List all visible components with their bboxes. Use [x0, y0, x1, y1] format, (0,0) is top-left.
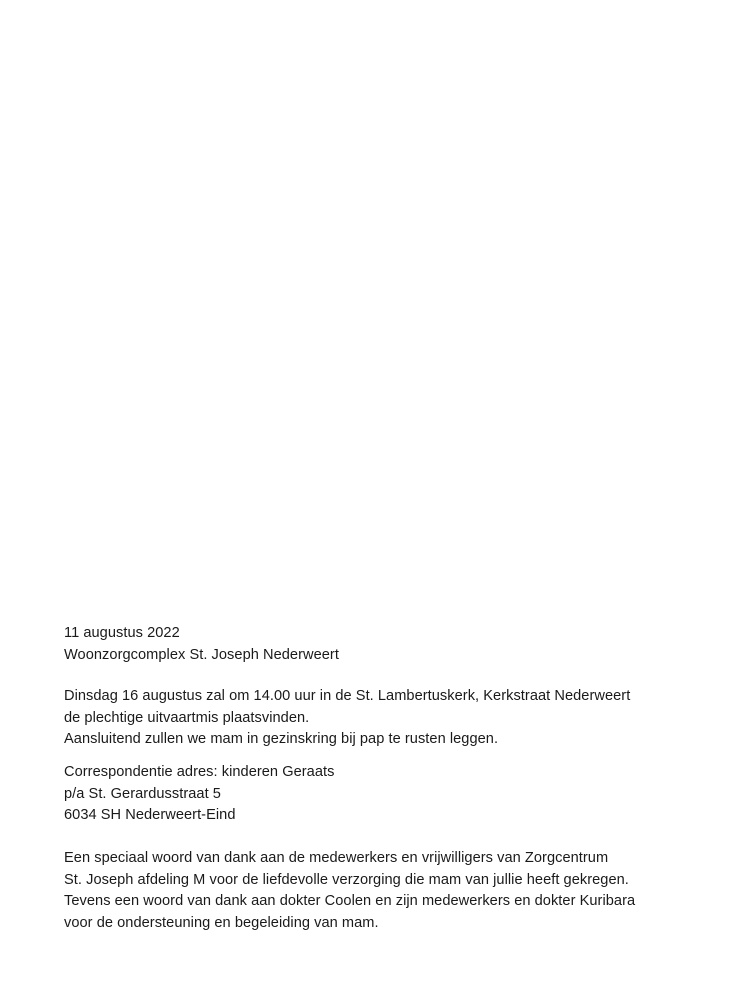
service-line: Dinsdag 16 augustus zal om 14.00 uur in de St. Lambertuskerk, Kerkstraat Nederweert [64, 688, 631, 704]
correspondence-line: 6034 SH Nederweert-Eind [64, 807, 236, 823]
notice-place: Woonzorgcomplex St. Joseph Nederweert [64, 646, 339, 663]
thanks-line: voor de ondersteuning en begeleiding van mam. [64, 914, 379, 931]
correspondence-line: Correspondentie adres: kinderen Geraats [64, 764, 335, 780]
correspondence-address-block [64, 762, 724, 827]
service-line: Aansluitend zullen we mam in gezinskring bij pap te rusten leggen. [64, 731, 499, 747]
thanks-block [64, 848, 724, 934]
thanks-line: Een speciaal woord van dank aan de medewerkers en vrijwilligers van Zorgcentrum [64, 850, 609, 866]
service-line: de plechtige uitvaartmis plaatsvinden. [64, 709, 310, 726]
thanks-line: St. Joseph afdeling M voor de liefdevolle verzorging die mam van jullie heeft gekregen. [64, 871, 629, 888]
thanks-line: Tevens een woord van dank aan dokter Coolen en zijn medewerkers en dokter Kuribara [64, 893, 636, 909]
funeral-service-block [64, 686, 724, 751]
notice-date: 11 augustus 2022 [64, 625, 180, 641]
date-place-block [64, 623, 724, 666]
correspondence-line: p/a St. Gerardusstraat 5 [64, 785, 221, 802]
